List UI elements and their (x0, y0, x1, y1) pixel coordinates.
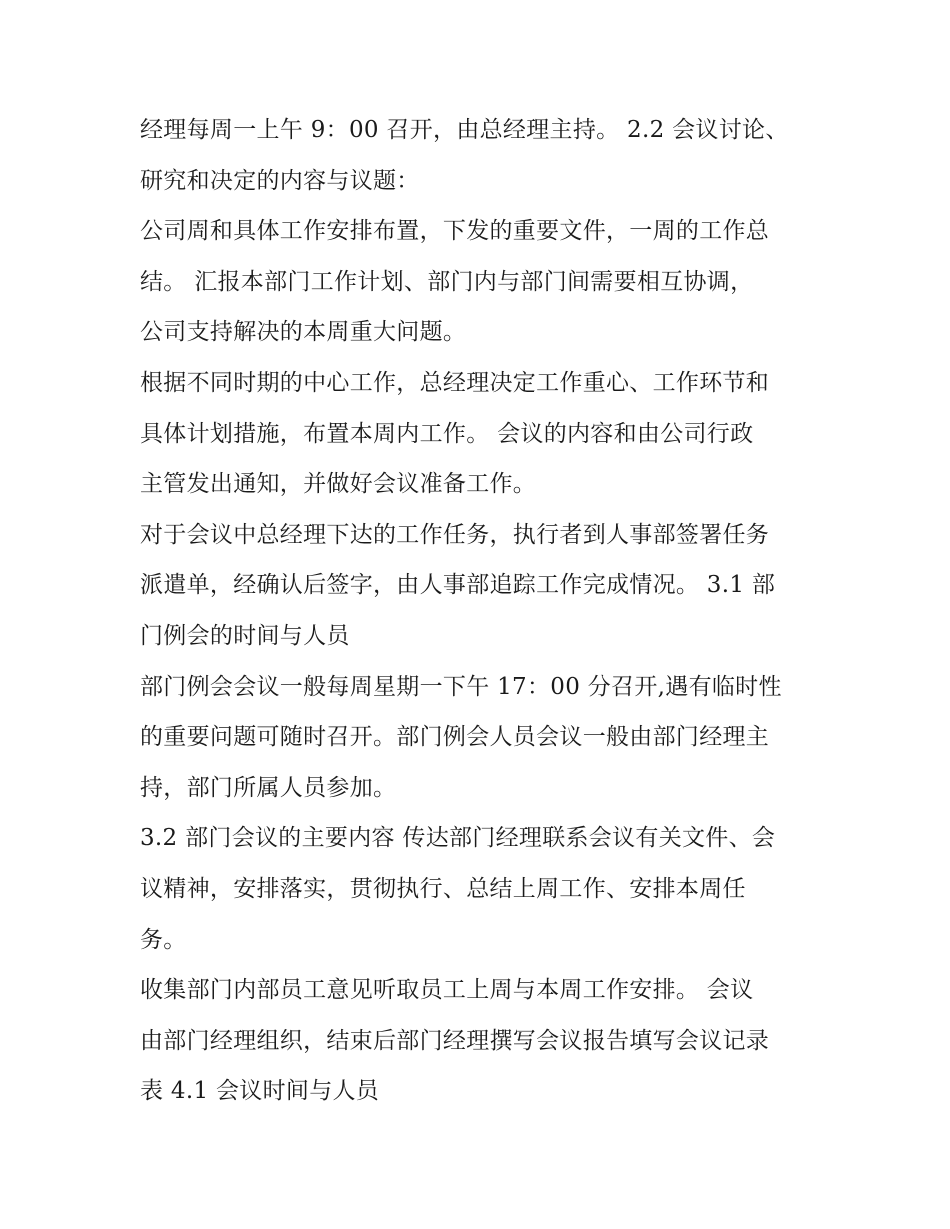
text-line: 持，部门所属人员参加。 (140, 774, 397, 801)
text-line: 结。 汇报本部门工作计划、部门内与部门间需要相互协调， (140, 268, 754, 295)
text-line: 门例会的时间与人员 (140, 622, 350, 649)
text-line: 经理每周一上午 9：00 召开，由总经理主持。 2.2 会议讨论、 (140, 117, 789, 143)
text-line: 由部门经理组织，结束后部门经理撰写会议报告填写会议记录 (140, 1027, 770, 1054)
text-line: 主管发出通知，并做好会议准备工作。 (140, 471, 537, 498)
text-line: 具体计划措施，布置本周内工作。 会议的内容和由公司行政 (140, 420, 754, 447)
text-line: 研究和决定的内容与议题： (140, 167, 420, 194)
text-line: 公司周和具体工作安排布置，下发的重要文件，一周的工作总 (140, 218, 770, 245)
document-body (140, 105, 820, 1117)
text-line: 的重要问题可随时召开。部门例会人员会议一般由部门经理主 (140, 724, 770, 751)
text-line: 部门例会会议一般每周星期一下午 17：00 分召开,遇有临时性 (140, 673, 782, 700)
text-line: 收集部门内部员工意见听取员工上周与本周工作安排。 会议 (140, 977, 754, 1004)
text-line: 议精神，安排落实，贯彻执行、总结上周工作、安排本周任 (140, 875, 746, 902)
text-line: 根据不同时期的中心工作，总经理决定工作重心、工作环节和 (140, 369, 770, 396)
text-line: 3.2 部门会议的主要内容 传达部门经理联系会议有关文件、会 (140, 825, 776, 852)
text-line: 务。 (140, 926, 187, 953)
text-line: 公司支持解决的本周重大问题。 (140, 319, 467, 346)
text-line: 对于会议中总经理下达的工作任务，执行者到人事部签署任务 (140, 521, 770, 548)
text-line: 表 4.1 会议时间与人员 (140, 1078, 380, 1105)
text-line: 派遣单，经确认后签字，由人事部追踪工作完成情况。 3.1 部 (140, 572, 776, 599)
